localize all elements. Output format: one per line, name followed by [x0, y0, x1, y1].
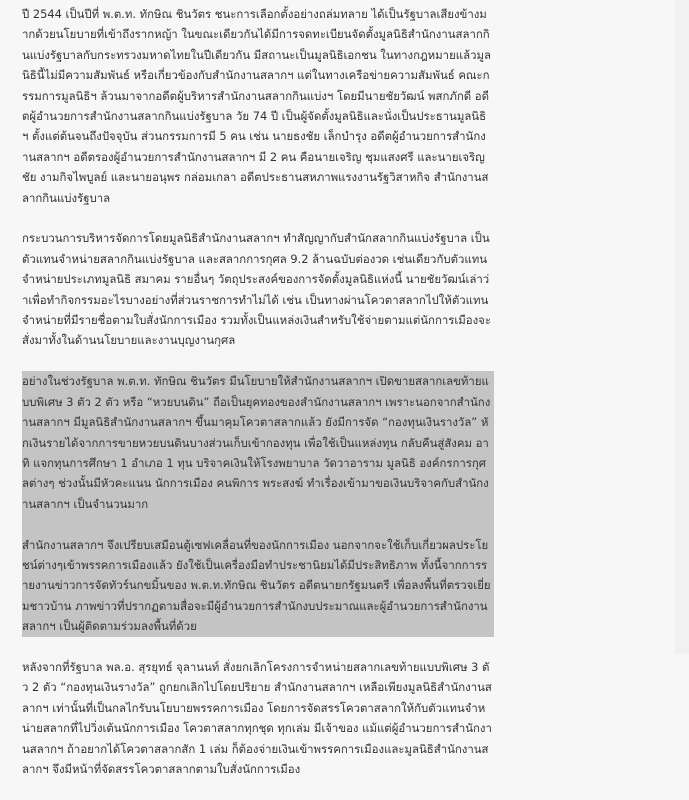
selected-paragraph-gap [22, 514, 494, 534]
paragraph-election-2544: ปี 2544 เป็นปีที่ พ.ต.ท. ทักษิณ ชินวัตร ชนะการเลือกตั้งอย่างถล่มทลาย ได้เป็นรัฐบาลเสียงข้างมากด้วยนโยบายที่เข้าถึงรากหญ้า ในขณะเดียวกันได้มีการจดทะเบียนจัดตั้งมูลนิธิสำนักงานสลากกินแบ่งรัฐบาลกับกระทรวงมหาดไทยในปีเดียวกัน มีสถานะเป็นมูลนิธิเอกชน ในทางกฎหมายแล้วมูลนิธินี้ไม่มีความสัมพันธ์ หรือเกี่ยวข้องกับสำนักงานสลากฯ แต่ในทางเครือข่ายความสัมพันธ์ คณะกรรมการมูลนิธิฯ ล้วนมาจากอดีตผู้บริหารสำนักงานสลากกินแบ่งฯ โดยมีนายชัยวัฒน์ พสกภักดี อดีตผู้อำนวยการสำนักงานสลากกินแบ่งรัฐบาล วัย 74 ปี เป็นผู้จัดตั้งมูลนิธิและนั่งเป็นประธานมูลนิธิฯ ตั้งแต่ต้นจนถึงปัจจุบัน ส่วนกรรมการมี 5 คน เช่น นายธงชัย เล็กบำรุง อดีตผู้อำนวยการสำนักงานสลากฯ อดีตรองผู้อำนวยการสำนักงานสลากฯ มี 2 คน คือนายเจริญ ชุมแสงศรี และนายเจริญชัย งามกิจไพบูลย์ และนายอนุพร กล่อมเกลา อดีตประธานสหภาพแรงงานรัฐวิสาหกิจ สำนักงานสลากกินแบ่งรัฐบาล [22, 7, 491, 205]
article-body [22, 4, 494, 800]
paragraph-lottery-golden-era[interactable]: อย่างในช่วงรัฐบาล พ.ต.ท. ทักษิณ ชินวัตร มีนโยบายให้สำนักงานสลากฯ เปิดขายสลากเลขท้ายแบบพิเศษ 3 ตัว 2 ตัว หรือ “หวยบนดิน” ถือเป็นยุคทองของสำนักงานสลากฯ เพราะนอกจากสำนักงานสลากฯ มีมูลนิธิสำนักงานสลากฯ ขึ้นมาคุมโควตาสลากแล้ว ยังมีการจัด “กองทุนเงินรางวัล” หักเงินรายได้จากการขายหวยบนดินบางส่วนเก็บเข้ากองทุน เพื่อใช้เป็นแหล่งทุน กลับคืนสู่สังคม อาทิ แจกทุนการศึกษา 1 อำเภอ 1 ทุน บริจาคเงินให้โรงพยาบาล วัดวาอาราม มูลนิธิ องค์กรการกุศลต่างๆ ช่วงนั้นมีหัวคะแนน นักการเมือง คนพิการ พระสงฆ์ ทำเรื่องเข้ามาขอเงินบริจาคกับสำนักงานสลากฯ เป็นจำนวนมาก [22, 374, 491, 511]
selected-text-block[interactable] [22, 371, 494, 636]
page-right-margin [675, 0, 689, 654]
paragraph-after-surayud: หลังจากที่รัฐบาล พล.อ. สุรยุทธ์ จุลานนท์ สั่งยกเลิกโครงการจำหน่ายสลากเลขท้ายแบบพิเศษ 3 ตัว 2 ตัว “กองทุนเงินรางวัล” ถูกยกเลิกไปโดยปริยาย สำนักงานสลากฯ เหลือเพียงมูลนิธิสำนักงานสลากฯ เท่านั้นที่เป็นกลไกรับนโยบายพรรคการเมือง โดยการจัดสรรโควตาสลากให้กับตัวแทนจำหน่ายสลากที่ไปวิ่งเต้นนักการเมือง โควตาสลากทุกชุด ทุกเล่ม มีเจ้าของ แม้แต่ผู้อำนวยการสำนักงานสลากฯ ถ้าอยากได้โควตาสลากสัก 1 เล่ม ก็ต้องจ่ายเงินเข้าพรรคการเมืองและมูลนิธิสำนักงานสลากฯ จึงมีหน้าที่จัดสรรโควตาสลากตามใบสั่งนักการเมือง [22, 659, 492, 776]
paragraph-foundation-management: กระบวนการบริหารจัดการโดยมูลนิธิสำนักงานสลากฯ ทำสัญญากับสำนักสลากกินแบ่งรัฐบาล เป็นตัวแทนจำหน่ายสลากกินแบ่งรัฐบาล และสลากการกุศล 9.2 ล้านฉบับต่องวด เช่นเดียวกับตัวแทนจำหน่ายประเภทมูลนิธิ สมาคม รายอื่นๆ วัตถุประสงค์ของการจัดตั้งมูลนิธิแห่งนี้ นายชัยวัฒน์เล่าว่าเพื่อทำกิจกรรมอะไรบางอย่างที่ส่วนราชการทำไม่ได้ เช่น เป็นทางผ่านโควตาสลากไปให้ตัวแทนจำหน่ายที่มีรายชื่อตามใบสั่งนักการเมือง รวมทั้งเป็นแหล่งเงินสำหรับใช้จ่ายตามแต่นักการเมืองจะสั่งมาทั้งในด้านนโยบายและงานบุญงานกุศล [22, 231, 491, 348]
paragraph-lottery-office-safe[interactable]: สำนักงานสลากฯ จึงเปรียบเสมือนตู้เซฟเคลื่อนที่ของนักการเมือง นอกจากจะใช้เก็บเกี่ยวผลประโยชน์ต่างๆเข้าพรรคการเมืองแล้ว ยังใช้เป็นเครื่องมือทำประชานิยมได้มีประสิทธิภาพ ทั้งนี้จากการรายงานข่าวการจัดทัวร์นกขมิ้นของ พ.ต.ท.ทักษิณ ชินวัตร อดีตนายกรัฐมนตรี เพื่อลงพื้นที่ตรวจเยี่ยมชาวบ้าน ภาพข่าวที่ปรากฏตามสื่อจะมีผู้อำนวยการสำนักงบประมาณและผู้อำนวยการสำนักงานสลากฯ เป็นผู้ติดตามร่วมลงพื้นที่ด้วย [22, 537, 491, 634]
